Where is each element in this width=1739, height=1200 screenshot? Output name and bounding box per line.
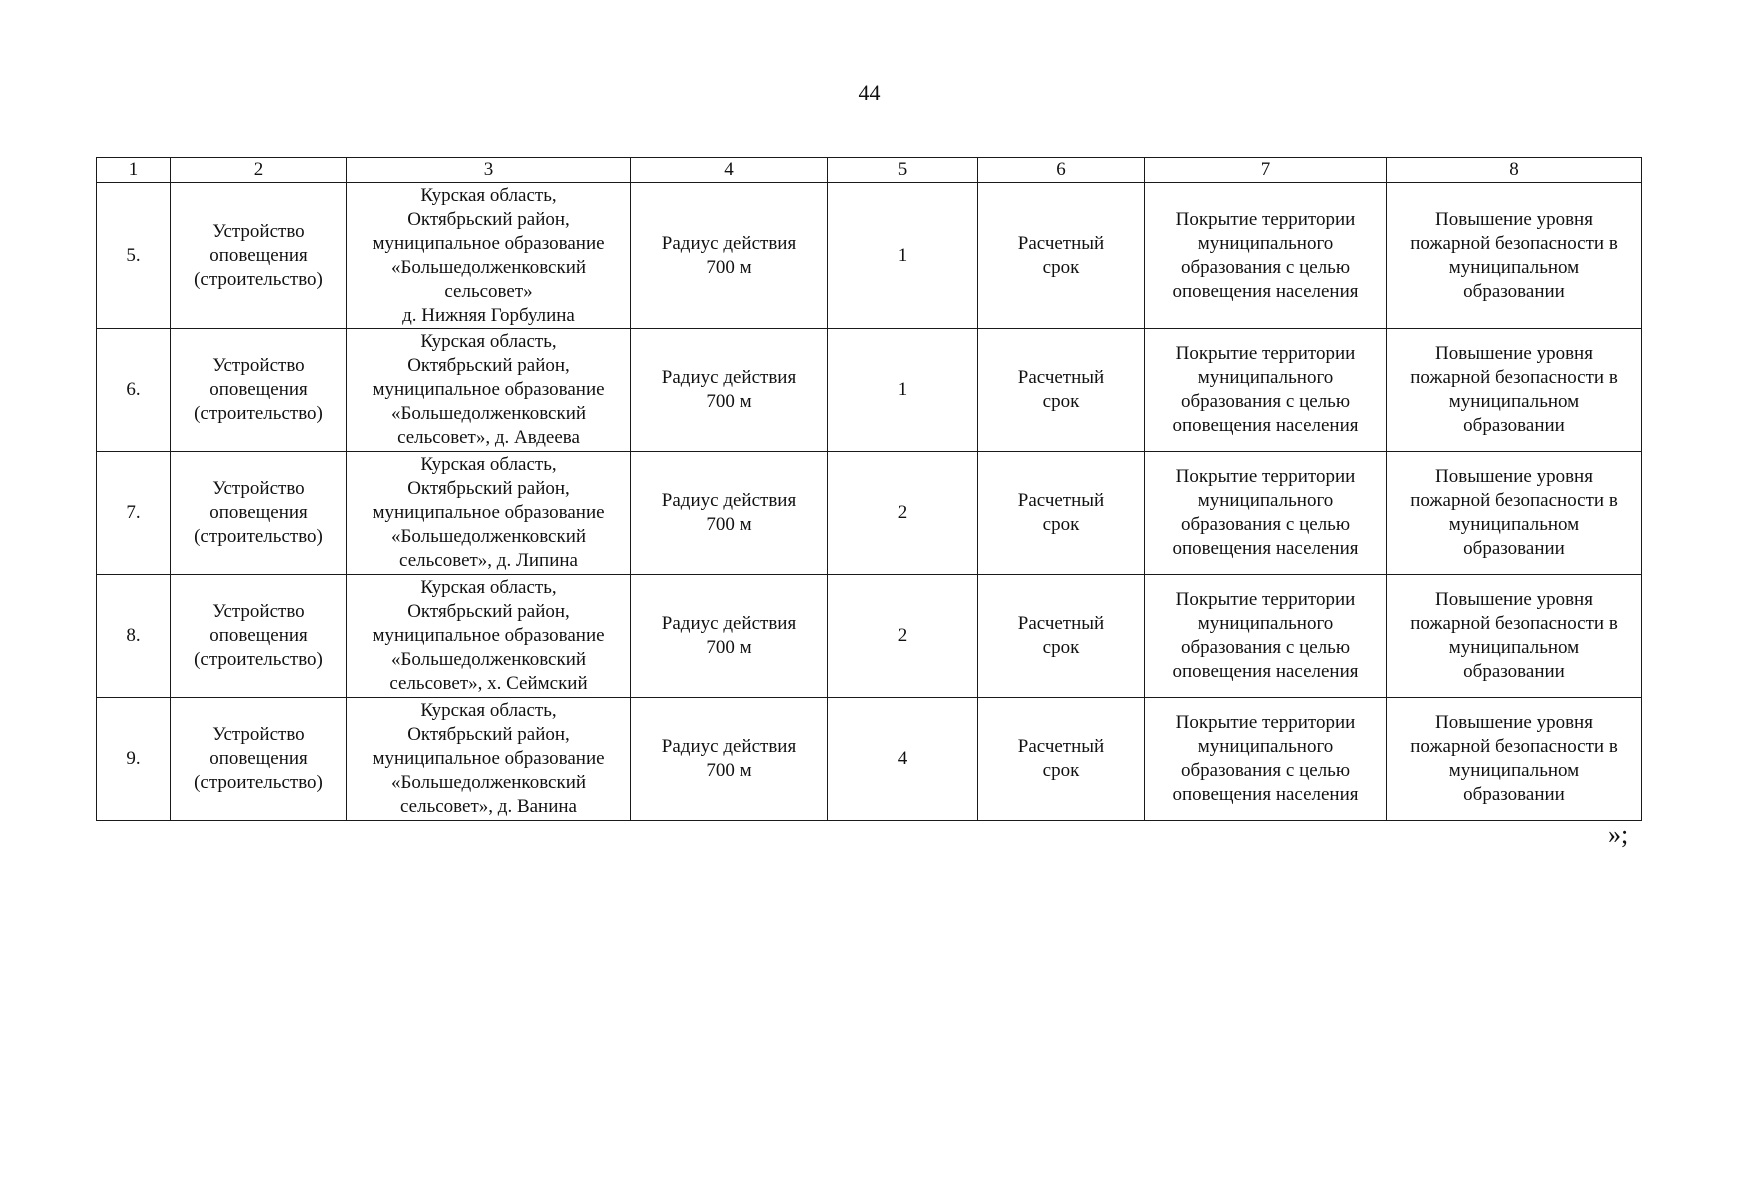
location-cell: Курская область, Октябрьский район, муниципальное образование «Большедолженковский сельсовет» д. Нижняя Горбулина [347,183,631,329]
radius-cell: Радиус действия 700 м [631,183,828,329]
row-number-cell: 9. [97,698,171,821]
device-cell: Устройство оповещения (строительство) [171,329,347,452]
radius-cell: Радиус действия 700 м [631,452,828,575]
goal-cell: Повышение уровня пожарной безопасности в муниципальном образовании [1387,183,1642,329]
column-number: 8 [1387,158,1642,183]
coverage-cell: Покрытие территории муниципального образования с целью оповещения населения [1145,698,1387,821]
term-cell: Расчетный срок [978,575,1145,698]
goal-cell: Повышение уровня пожарной безопасности в муниципальном образовании [1387,698,1642,821]
radius-cell: Радиус действия 700 м [631,329,828,452]
radius-cell: Радиус действия 700 м [631,575,828,698]
radius-cell: Радиус действия 700 м [631,698,828,821]
coverage-cell: Покрытие территории муниципального образования с целью оповещения населения [1145,575,1387,698]
row-number-cell: 7. [97,452,171,575]
device-cell: Устройство оповещения (строительство) [171,698,347,821]
count-cell: 2 [828,575,978,698]
column-number: 4 [631,158,828,183]
device-cell: Устройство оповещения (строительство) [171,452,347,575]
column-number-row [97,158,1642,183]
device-cell: Устройство оповещения (строительство) [171,183,347,329]
measures-table [96,157,1642,821]
location-cell: Курская область, Октябрьский район, муниципальное образование «Большедолженковский сельсовет», д. Ванина [347,698,631,821]
column-number: 2 [171,158,347,183]
row-number-cell: 8. [97,575,171,698]
table-row [97,329,1642,452]
table-row [97,183,1642,329]
closing-quote-mark: »; [1608,820,1629,849]
count-cell: 4 [828,698,978,821]
location-cell: Курская область, Октябрьский район, муниципальное образование «Большедолженковский сельсовет», х. Сеймский [347,575,631,698]
count-cell: 1 [828,329,978,452]
table-row [97,575,1642,698]
row-number-cell: 5. [97,183,171,329]
goal-cell: Повышение уровня пожарной безопасности в муниципальном образовании [1387,329,1642,452]
column-number: 5 [828,158,978,183]
count-cell: 1 [828,183,978,329]
goal-cell: Повышение уровня пожарной безопасности в муниципальном образовании [1387,575,1642,698]
term-cell: Расчетный срок [978,452,1145,575]
location-cell: Курская область, Октябрьский район, муниципальное образование «Большедолженковский сельсовет», д. Авдеева [347,329,631,452]
coverage-cell: Покрытие территории муниципального образования с целью оповещения населения [1145,183,1387,329]
coverage-cell: Покрытие территории муниципального образования с целью оповещения населения [1145,329,1387,452]
count-cell: 2 [828,452,978,575]
table-row [97,452,1642,575]
term-cell: Расчетный срок [978,183,1145,329]
device-cell: Устройство оповещения (строительство) [171,575,347,698]
term-cell: Расчетный срок [978,698,1145,821]
term-cell: Расчетный срок [978,329,1145,452]
coverage-cell: Покрытие территории муниципального образования с целью оповещения населения [1145,452,1387,575]
table-row [97,698,1642,821]
column-number: 7 [1145,158,1387,183]
location-cell: Курская область, Октябрьский район, муниципальное образование «Большедолженковский сельсовет», д. Липина [347,452,631,575]
column-number: 3 [347,158,631,183]
column-number: 6 [978,158,1145,183]
page-number: 44 [858,80,881,105]
row-number-cell: 6. [97,329,171,452]
column-number: 1 [97,158,171,183]
goal-cell: Повышение уровня пожарной безопасности в муниципальном образовании [1387,452,1642,575]
